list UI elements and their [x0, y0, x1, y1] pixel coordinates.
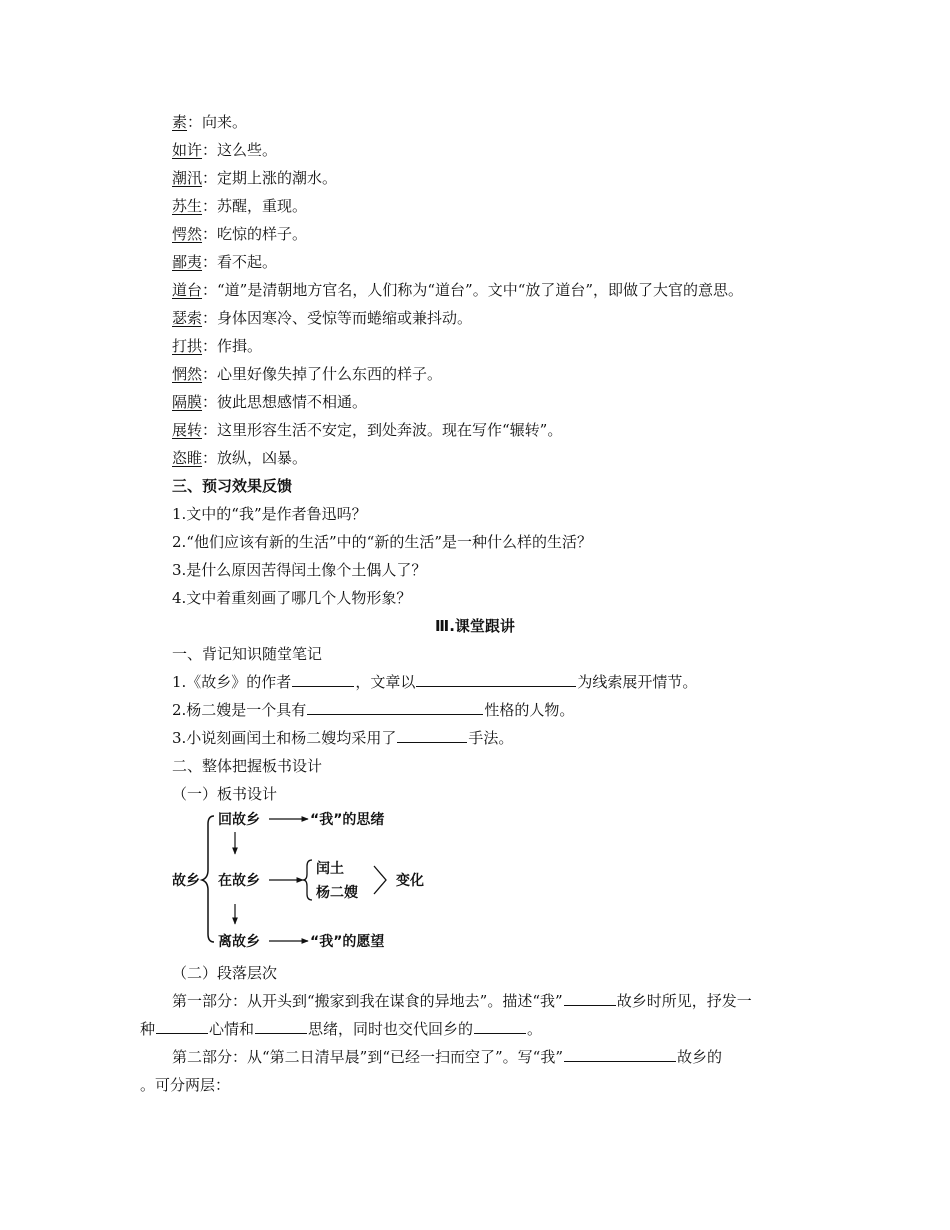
board-design-diagram — [170, 808, 470, 958]
answer-blank[interactable] — [292, 671, 354, 687]
glossary-entry — [172, 335, 262, 357]
answer-blank[interactable] — [255, 1018, 307, 1034]
glossary-entry — [172, 391, 367, 413]
brace-icon — [202, 816, 214, 942]
glossary-definition: ：放纵，凶暴。 — [202, 449, 308, 467]
board-leave-label: 离故乡 — [218, 934, 260, 950]
glossary-definition: ：作揖。 — [202, 337, 263, 355]
glossary-definition: ：苏醒，重现。 — [202, 197, 308, 215]
glossary-definition: ：身体因寒冷、受惊等而蜷缩或兼抖动。 — [202, 309, 473, 327]
answer-blank[interactable] — [397, 727, 467, 743]
paragraph-line — [140, 1018, 542, 1040]
glossary-entry — [172, 307, 472, 329]
glossary-definition: ：这么些。 — [202, 141, 278, 159]
fill-text: 手法。 — [468, 729, 514, 747]
board-design-label: （一）板书设计 — [172, 785, 278, 803]
glossary-entry — [172, 139, 277, 161]
para-text: 故乡的 — [677, 1048, 723, 1066]
board-in-label: 在故乡 — [218, 873, 260, 889]
glossary-entry — [172, 447, 307, 469]
glossary-definition: ：彼此思想感情不相通。 — [202, 393, 368, 411]
glossary-definition: ：这里形容生活不安定，到处奔波。现在写作“辗转”。 — [202, 421, 563, 439]
glossary-term: 如许 — [172, 141, 203, 159]
paragraph-line — [172, 1046, 722, 1068]
para-text: 第二部分：从“第二日清早晨”到“已经一扫而空了”。写“我” — [172, 1048, 564, 1066]
subsection-heading: 二、整体把握板书设计 — [172, 757, 323, 775]
glossary-entry — [172, 195, 307, 217]
glossary-definition: ：心里好像失掉了什么东西的样子。 — [202, 365, 443, 383]
part-title: Ⅲ.课堂跟讲 — [435, 617, 515, 635]
fill-text: 3.小说刻画闰土和杨二嫂均采用了 — [172, 729, 397, 747]
glossary-term: 打拱 — [172, 337, 203, 355]
glossary-definition: ：看不起。 — [202, 253, 278, 271]
board-change: 变化 — [396, 873, 424, 889]
glossary-entry — [172, 223, 307, 245]
glossary-definition: ：定期上涨的潮水。 — [202, 169, 338, 187]
paragraph-line — [172, 990, 752, 1012]
question-item: 3.是什么原因苦得闰土像个土偶人了？ — [172, 561, 427, 579]
levels-label: （二）段落层次 — [172, 964, 278, 982]
fill-text: 2.杨二嫂是一个具有 — [172, 701, 307, 719]
para-text: 思绪，同时也交代回乡的 — [308, 1020, 474, 1038]
question-item: 2.“他们应该有新的生活”中的“新的生活”是一种什么样的生活？ — [172, 533, 592, 551]
glossary-entry — [172, 279, 743, 301]
answer-blank[interactable] — [307, 699, 483, 715]
subsection-heading: 一、背记知识随堂笔记 — [172, 645, 323, 663]
section-heading: 三、预习效果反馈 — [172, 477, 293, 495]
glossary-term: 苏生 — [172, 197, 203, 215]
para-text: 第一部分：从开头到“搬家到我在谋食的异地去”。描述“我” — [172, 992, 563, 1010]
answer-blank[interactable] — [564, 990, 616, 1006]
glossary-term: 潮汛 — [172, 169, 203, 187]
answer-blank[interactable] — [474, 1018, 526, 1034]
glossary-definition: ：“道”是清朝地方官名，人们称为“道台”。文中“放了道台”，即做了大官的意思。 — [202, 281, 744, 299]
glossary-entry — [172, 419, 562, 441]
glossary-entry — [172, 167, 337, 189]
para-text: 故乡时所见，抒发一 — [616, 992, 752, 1010]
answer-blank[interactable] — [156, 1018, 208, 1034]
glossary-definition: ：吃惊的样子。 — [202, 225, 308, 243]
question-item: 1.文中的“我”是作者鲁迅吗？ — [172, 505, 367, 523]
glossary-entry — [172, 363, 442, 385]
brace-icon — [303, 860, 312, 900]
paragraph-line — [140, 1074, 230, 1096]
chevron-right-icon — [374, 866, 386, 894]
fill-blank-item — [172, 699, 574, 721]
board-return-label: 回故乡 — [218, 812, 260, 828]
board-return-target: “我”的思绪 — [310, 812, 385, 828]
glossary-term: 瑟索 — [172, 309, 203, 327]
board-yang: 杨二嫂 — [316, 885, 358, 901]
glossary-term: 隔膜 — [172, 393, 203, 411]
board-root-label: 故乡 — [172, 873, 200, 889]
glossary-term: 素 — [172, 113, 188, 131]
answer-blank[interactable] — [564, 1046, 676, 1062]
glossary-term: 鄙夷 — [172, 253, 203, 271]
glossary-term: 道台 — [172, 281, 203, 299]
fill-blank-item — [172, 727, 513, 749]
glossary-entry — [172, 111, 247, 133]
answer-blank[interactable] — [416, 671, 576, 687]
glossary-entry — [172, 251, 277, 273]
glossary-term: 恣睢 — [172, 449, 203, 467]
question-item: 4.文中着重刻画了哪几个人物形象？ — [172, 589, 412, 607]
fill-text: 为线索展开情节。 — [577, 673, 698, 691]
glossary-term: 愕然 — [172, 225, 203, 243]
glossary-definition: ：向来。 — [187, 113, 248, 131]
para-text: 。可分两层： — [140, 1076, 231, 1094]
glossary-term: 惘然 — [172, 365, 203, 383]
fill-text: 性格的人物。 — [484, 701, 575, 719]
fill-text: ，文章以 — [355, 673, 416, 691]
fill-text: 1.《故乡》的作者 — [172, 673, 292, 691]
board-leave-target: “我”的愿望 — [310, 934, 385, 950]
para-text: 种 — [140, 1020, 156, 1038]
glossary-term: 展转 — [172, 421, 203, 439]
para-text: 心情和 — [209, 1020, 255, 1038]
fill-blank-item — [172, 671, 697, 693]
para-text: 。 — [527, 1020, 543, 1038]
board-runtu: 闰土 — [316, 861, 344, 877]
